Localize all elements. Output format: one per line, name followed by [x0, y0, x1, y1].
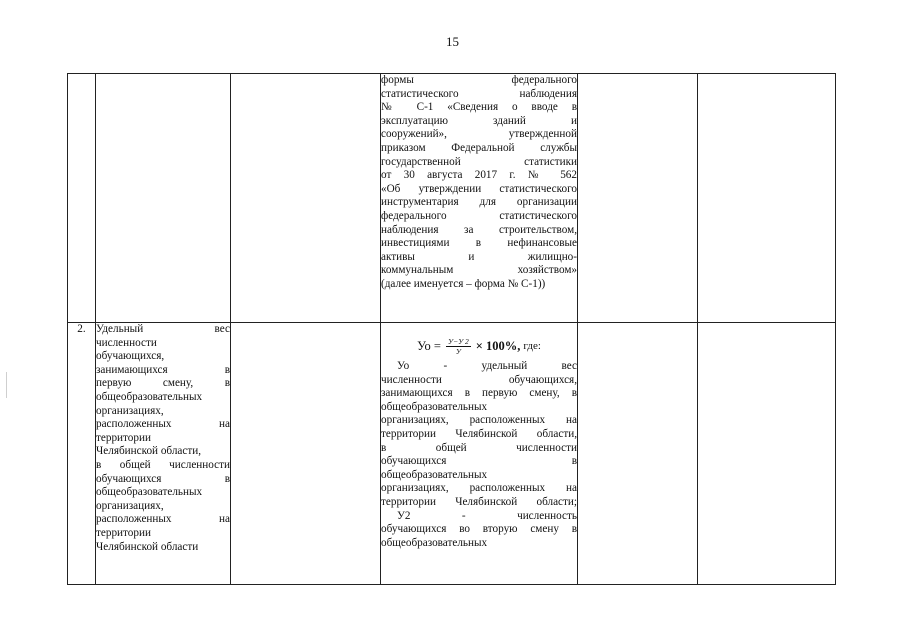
formula-multiplier: × 100%,	[475, 338, 521, 353]
text-line: сооружений», утвержденной	[381, 128, 577, 141]
text-line: федерального статистического	[381, 209, 577, 222]
text-line: активы и жилищно-	[381, 250, 577, 263]
document-table	[67, 73, 836, 585]
scan-artifact-line	[6, 372, 7, 398]
indicator-name-cell	[96, 323, 231, 585]
text-line: приказом Федеральной службы	[381, 141, 577, 154]
method-cell	[381, 74, 578, 323]
text-line: эксплуатацию зданий и	[381, 114, 577, 127]
text-line: инвестициями в нефинансовые	[381, 237, 577, 250]
text-line: организациях,	[96, 404, 164, 417]
table-row	[68, 74, 836, 323]
text-line: (далее именуется – форма № С-1))	[381, 277, 546, 290]
text-line: занимающихся в	[96, 363, 230, 376]
row-number-cell: 2.	[68, 323, 96, 585]
empty-cell	[231, 74, 381, 323]
page-number: 15	[446, 34, 459, 49]
text-line: организациях, расположенных на	[381, 414, 577, 427]
text-line: Уо - удельный вес	[397, 360, 577, 372]
text-line: от 30 августа 2017 г. № 562	[381, 169, 577, 182]
text-line: организациях,	[96, 499, 164, 512]
method-text	[381, 360, 577, 550]
method-cell	[381, 323, 578, 585]
formula-lhs: Уо =	[417, 338, 441, 353]
text-line: территории Челябинской области,	[381, 427, 577, 440]
empty-cell	[698, 323, 836, 585]
formula	[381, 337, 577, 356]
text-line: «Об утверждении статистического	[381, 182, 577, 195]
row-number-cell	[68, 74, 96, 323]
text-line: территории	[96, 526, 151, 539]
text-line: статистического наблюдения	[381, 87, 577, 100]
text-line: общеобразовательных	[96, 486, 203, 499]
text-line: территории Челябинской области;	[381, 495, 577, 508]
empty-cell	[578, 323, 698, 585]
text-line: общеобразовательных	[381, 400, 488, 413]
text-line: расположенных на	[96, 513, 230, 526]
text-line: первую смену, в	[96, 377, 230, 390]
text-line: численности	[96, 336, 157, 349]
text-line: У2 - численность	[397, 509, 577, 522]
text-line: Челябинской области	[96, 540, 199, 553]
text-line: занимающихся в первую смену, в	[381, 387, 577, 400]
formula-denominator: У	[455, 347, 461, 356]
text-line: в общей численности	[96, 458, 230, 471]
text-line: территории	[96, 431, 151, 444]
empty-cell	[698, 74, 836, 323]
formula-suffix: где:	[523, 339, 541, 352]
formula-numerator: У−У 2	[447, 337, 469, 346]
empty-cell	[231, 323, 381, 585]
text-line: общеобразовательных	[96, 390, 203, 403]
text-line: обучающихся во вторую смену в	[381, 523, 577, 536]
formula-fraction	[446, 337, 471, 356]
table-row	[68, 323, 836, 585]
text-line: численности обучающихся,	[381, 373, 577, 386]
text-line: наблюдения за строительством,	[381, 223, 577, 236]
text-line: № С-1 «Сведения о вводе в	[381, 101, 577, 114]
text-line: коммунальным хозяйством»	[381, 264, 577, 277]
text-line: Челябинской области,	[96, 445, 202, 458]
text-line: обучающихся,	[96, 350, 165, 363]
text-line: организациях, расположенных на	[381, 482, 577, 495]
text-line: инструментария для организации	[381, 196, 577, 209]
text-line: расположенных на	[96, 418, 230, 431]
text-line: государственной статистики	[381, 155, 577, 168]
text-line: обучающихся в	[381, 455, 577, 468]
text-line: Удельный вес	[96, 323, 230, 335]
indicator-name-cell	[96, 74, 231, 323]
text-line: в общей численности	[381, 441, 577, 454]
text-line: обучающихся в	[96, 472, 230, 485]
text-line: общеобразовательных	[381, 536, 488, 549]
empty-cell	[578, 74, 698, 323]
method-text	[381, 74, 577, 292]
text-line: формы федерального	[381, 74, 577, 86]
text-line: общеобразовательных	[381, 468, 488, 481]
